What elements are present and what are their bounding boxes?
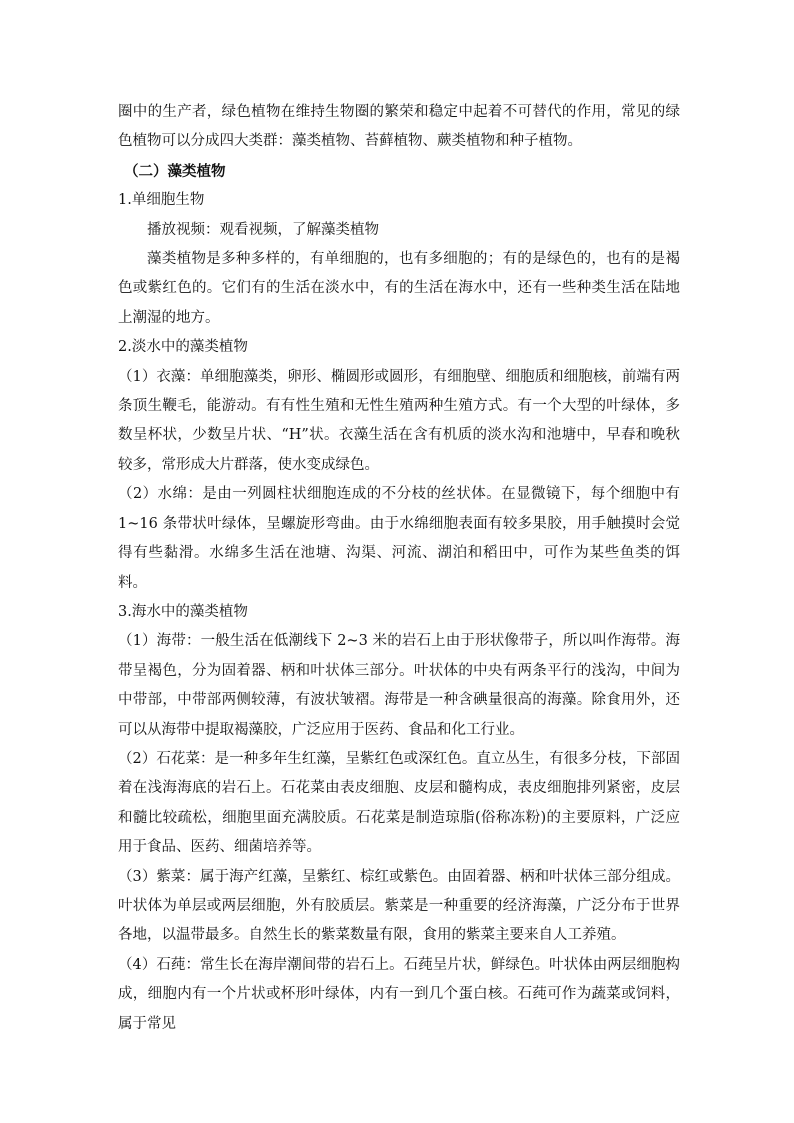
intro-paragraph: 圈中的生产者，绿色植物在维持生物圈的繁荣和稳定中起着不可替代的作用，常见的绿色植物可以分成四大类群：藻类植物、苔藓植物、蕨类植物和种子植物。 — [118, 104, 680, 150]
ulva-paragraph: （4）石莼：常生长在海岸潮间带的岩石上。石莼呈片状，鲜绿色。叶状体由两层细胞构成，细胞内有一个片状或杯形叶绿体，内有一到几个蛋白核。石莼可作为蔬菜或饲料，属于常见 — [118, 956, 680, 1032]
spirogyra-paragraph: （2）水绵：是由一列圆柱状细胞连成的不分枝的丝状体。在显微镜下，每个细胞中有 1~16 条带状叶绿体，呈螺旋形弯曲。由于水绵细胞表面有较多果胶，用手触摸时会觉得有些黏滑。水绵多生活在池塘、沟渠、河流、湖泊和稻田中，可作为某些鱼类的饵料。 — [118, 486, 680, 591]
subheading-freshwater: 2.淡水中的藻类植物 — [118, 339, 248, 356]
video-instruction: 播放视频：观看视频，了解藻类植物 — [147, 221, 379, 238]
chlamydomonas-paragraph: （1）衣藻：单细胞藻类，卵形、椭圆形或圆形，有细胞壁、细胞质和细胞核，前端有两条顶生鞭毛，能游动。有有性生殖和无性生殖两种生殖方式。有一个大型的叶绿体，多数呈杯状，少数呈片状、“H”状。衣藻生活在含有机质的淡水沟和池塘中，早春和晚秋较多，常形成大片群落，使水变成绿色。 — [118, 368, 680, 473]
subheading-seawater: 3.海水中的藻类植物 — [118, 603, 248, 620]
gelidium-paragraph: （2）石花菜：是一种多年生红藻，呈紫红色或深红色。直立丛生，有很多分枝，下部固着在浅海海底的岩石上。石花菜由表皮细胞、皮层和髓构成，表皮细胞排列紧密，皮层和髓比较疏松，细胞里面充满胶质。石花菜是制造琼脂(俗称冻粉)的主要原料，广泛应用于食品、医药、细菌培养等。 — [118, 750, 680, 856]
subheading-single-cell: 1.单细胞生物 — [118, 192, 205, 209]
section-heading-algae: （二）藻类植物 — [124, 162, 226, 180]
kelp-paragraph: （1）海带：一般生活在低潮线下 2~3 米的岩石上由于形状像带子，所以叫作海带。海带呈褐色，分为固着器、柄和叶状体三部分。叶状体的中央有两条平行的浅沟，中间为中带部，中带部两侧较薄，有波状皱褶。海带是一种含碘量很高的海藻。除食用外，还可以从海带中提取褐藻胶，广泛应用于医药、食品和化工行业。 — [118, 633, 680, 738]
porphyra-paragraph: （3）紫菜：属于海产红藻，呈紫红、棕红或紫色。由固着器、柄和叶状体三部分组成。叶状体为单层或两层细胞，外有胶质层。紫菜是一种重要的经济海藻，广泛分布于世界各地，以温带最多。自然生长的紫菜数量有限，食用的紫菜主要来自人工养殖。 — [118, 868, 680, 944]
document-body — [118, 98, 680, 1039]
algae-overview-paragraph: 藻类植物是多种多样的，有单细胞的，也有多细胞的；有的是绿色的，也有的是褐色或紫红色的。它们有的生活在淡水中，有的生活在海水中，还有一些种类生活在陆地上潮湿的地方。 — [118, 251, 680, 326]
